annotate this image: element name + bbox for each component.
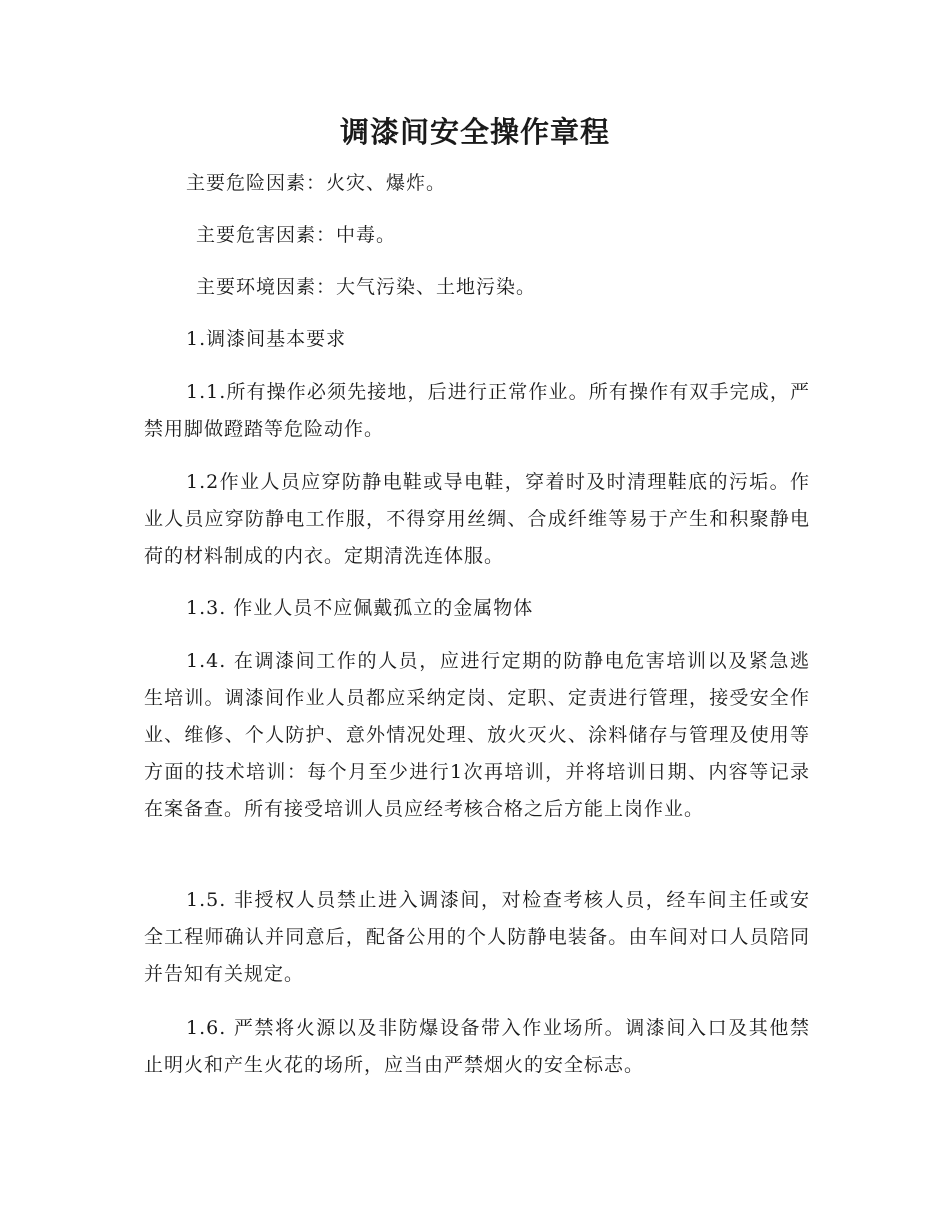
paragraph-1-5: 1.5. 非授权人员禁止进入调漆间，对检查考核人员，经车间主任或安全工程师确认并同意后，配备公用的个人防静电装备。由车间对口人员陪同并告知有关规定。 <box>144 889 810 985</box>
paragraph-1-6: 1.6. 严禁将火源以及非防爆设备带入作业场所。调漆间入口及其他禁止明火和产生火花的场所，应当由严禁烟火的安全标志。 <box>144 1017 810 1076</box>
paragraph-1-3: 1.3. 作业人员不应佩戴孤立的金属物体 <box>186 597 534 619</box>
hazard-risk-line: 主要危险因素：火灾、爆炸。 <box>186 172 447 194</box>
paragraph-1-4: 1.4. 在调漆间工作的人员，应进行定期的防静电危害培训以及紧急逃生培训。调漆间作业人员都应采纳定岗、定职、定责进行管理，接受安全作业、维修、个人防护、意外情况处理、放火灭火、涂料储存与管理及使用等方面的技术培训：每个月至少进行1次再培训，并将培训日期、内容等记录在案备查。所有接受培训人员应经考核合格之后方能上岗作业。 <box>144 650 810 820</box>
paragraph-1-1: 1.1.所有操作必须先接地，后进行正常作业。所有操作有双手完成，严禁用脚做蹬踏等危险动作。 <box>144 381 810 440</box>
paragraph-1-2: 1.2作业人员应穿防静电鞋或导电鞋，穿着时及时清理鞋底的污垢。作业人员应穿防静电工作服，不得穿用丝绸、合成纤维等易于产生和积聚静电荷的材料制成的内衣。定期清洗连体服。 <box>144 471 810 567</box>
hazard-harm-line: 主要危害因素：中毒。 <box>196 224 397 246</box>
section-heading: 1.调漆间基本要求 <box>186 328 347 350</box>
page-title: 调漆间安全操作章程 <box>339 115 610 149</box>
hazard-env-line: 主要环境因素：大气污染、土地污染。 <box>196 276 537 298</box>
